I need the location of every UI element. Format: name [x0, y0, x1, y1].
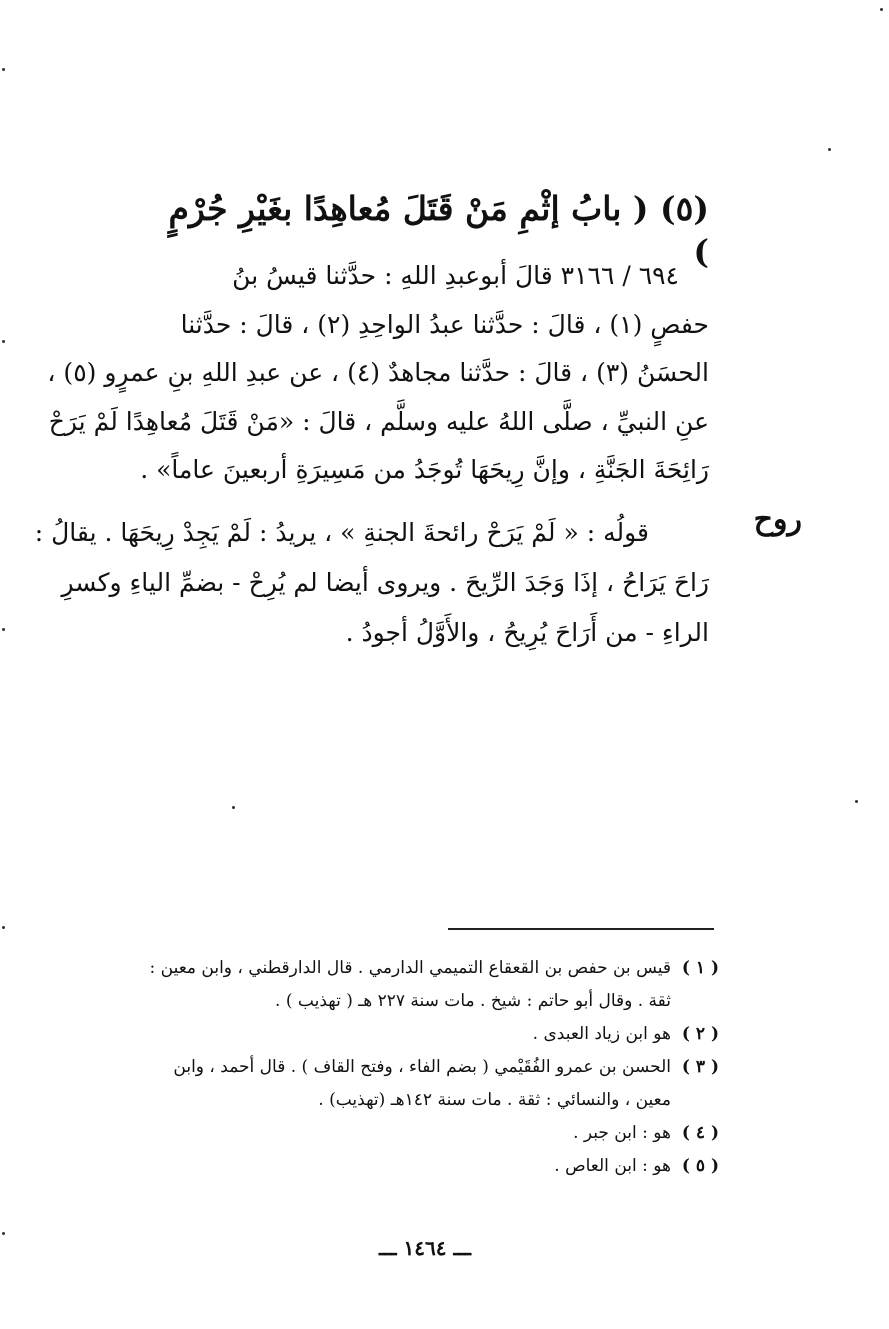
- footnote-text: [59, 1117, 671, 1150]
- commentary-line: الراءِ - من أَرَاحَ يُرِيحُ ، والأَوَّلُ أجودُ .: [345, 618, 709, 647]
- scan-speck: [2, 68, 5, 71]
- commentary-line: قولُه : « لَمْ يَرَحْ رائحةَ الجنةِ » ، يريدُ : لَمْ يَجِدْ رِيحَهَا . يقالُ :: [34, 518, 649, 547]
- hadith-line: عنِ النبيِّ ، صلَّى اللهُ عليه وسلَّم ، قالَ : «مَنْ قَتَلَ مُعاهِدًا لَمْ يَرَحْ: [48, 406, 709, 436]
- footnote-number: ( ٣ ): [681, 1057, 719, 1077]
- footnote-text: [59, 1051, 671, 1117]
- footnote-number: ( ٢ ): [681, 1024, 719, 1044]
- chapter-heading: (٥) ( بابُ إثْمِ مَنْ قَتَلَ مُعاهِدًا بغَيْرِ جُرْمٍ ): [168, 189, 709, 271]
- scan-speck: [2, 628, 5, 631]
- commentary-line: رَاحَ يَرَاحُ ، إذَا وَجَدَ الرِّيحَ . ويروى أيضا لم يُرِحْ - بضمِّ الياءِ وكسرِ: [61, 568, 709, 597]
- scan-speck: [2, 340, 5, 343]
- scan-speck: [828, 148, 831, 151]
- hadith-line: ٦٩٤ / ٣١٦٦ قالَ أبوعبدِ اللهِ : حدَّثنا قيسُ بنُ: [232, 261, 679, 290]
- commentary-text: [34, 508, 709, 658]
- footnote: [59, 1018, 719, 1051]
- footnote-line: هو : ابن جبر .: [573, 1123, 671, 1143]
- footnote-line: الحسن بن عمرو الفُقَيْمي ( بضم الفاء ، وفتح القاف ) . قال أحمد ، وابن: [173, 1057, 671, 1077]
- footnote-line: هو : ابن العاص .: [554, 1156, 671, 1176]
- hadith-text: [47, 252, 709, 495]
- footnote: [59, 952, 719, 1018]
- hadith-line: الحسَنُ (٣) ، قالَ : حدَّثنا مجاهدٌ (٤) ، عن عبدِ اللهِ بنِ عمرٍو (٥) ،: [47, 358, 709, 387]
- footnote-line: قيس بن حفص بن القعقاع التميمي الدارمي . قال الدارقطني ، وابن معين :: [149, 958, 671, 978]
- footnote-number: ( ٥ ): [681, 1156, 719, 1176]
- footnote-text: [59, 952, 671, 1018]
- footnote-line: معين ، والنسائي : ثقة . مات سنة ١٤٢هـ (تهذيب) .: [318, 1090, 671, 1110]
- scan-speck: [2, 926, 5, 929]
- scan-speck: [232, 806, 235, 809]
- page-number: ـــ ١٤٦٤ ـــ: [378, 1236, 472, 1260]
- footnote-line: هو ابن زياد العبدى .: [532, 1024, 671, 1044]
- hadith-line: رَائِحَةَ الجَنَّةِ ، وإنَّ رِيحَهَا تُوجَدُ من مَسِيرَةِ أربعينَ عاماً» .: [140, 455, 709, 484]
- footnote-line: ثقة . وقال أبو حاتم : شيخ . مات سنة ٢٢٧ هـ ( تهذيب ) .: [275, 991, 671, 1011]
- footnotes: [59, 952, 719, 1183]
- scan-speck: [2, 1232, 5, 1235]
- footnote-number: ( ٤ ): [681, 1123, 719, 1143]
- footnote-divider: [448, 928, 714, 930]
- scan-speck: [880, 8, 883, 11]
- footnote: [59, 1051, 719, 1117]
- footnote: [59, 1150, 719, 1183]
- footnote-number: ( ١ ): [681, 958, 719, 978]
- scan-speck: [855, 800, 858, 803]
- footnote-text: [59, 1018, 671, 1051]
- margin-keyword: روح: [753, 502, 802, 537]
- footnote: [59, 1117, 719, 1150]
- footnote-text: [59, 1150, 671, 1183]
- hadith-line: حفصٍ (١) ، قالَ : حدَّثنا عبدُ الواحِدِ (٢) ، قالَ : حدَّثنا: [180, 309, 709, 339]
